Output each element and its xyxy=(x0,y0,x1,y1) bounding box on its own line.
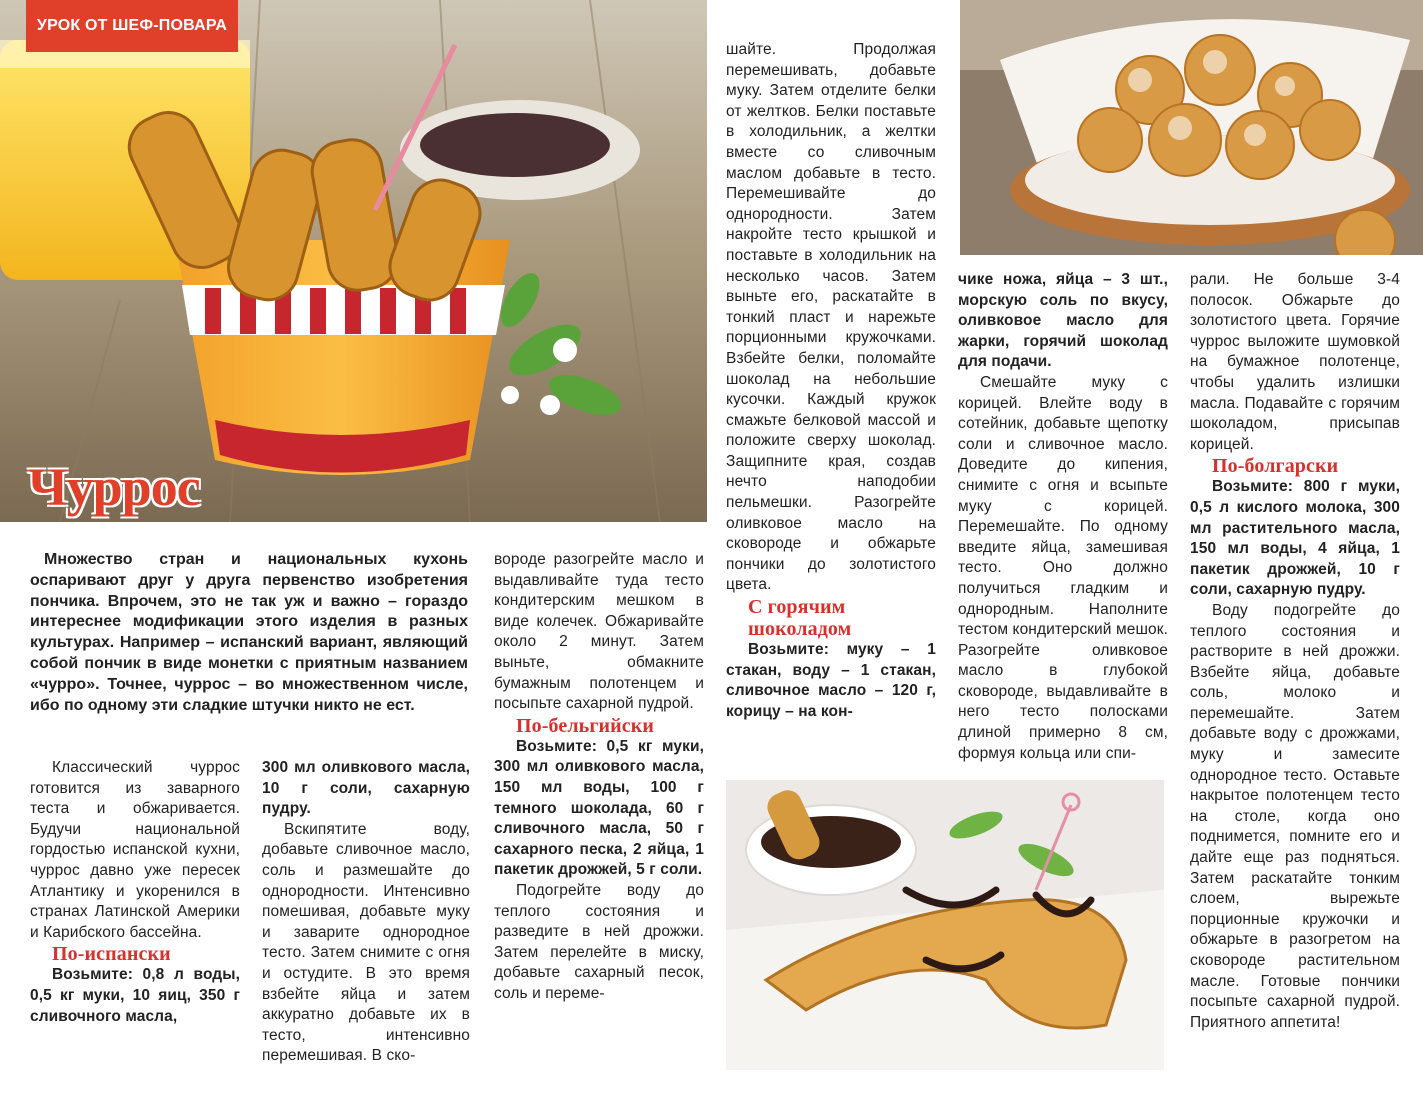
heading-belgian: По-бельгийски xyxy=(516,714,654,737)
heading-hot-chocolate-line1: С горячим xyxy=(748,596,846,619)
belgian-ingredients: Возьмите: 0,5 кг муки, 300 мл оливкового масла, 150 мл воды, 100 г темного шоколада, 60 г сливочного масла, 50 г сахарного песка, 2 яйца, 1 пакетик дрожжей, 5 г соли. xyxy=(494,737,704,879)
col5-para: Смешайте муку с корицей. Влейте воду в сотейник, добавьте щепотку соли и сливочное масло. Доведите до кипения, снимите с огня и всыпьте муку с корицей. Перемешайте. По одному введите яйца, замешивая тесто. Оно должно получиться гладким и однородным. Наполните тестом кондитерский мешок. Разогрейте оливковое масло в глубокой сковороде, выдавливайте в него тесто полосками длиной примерно 8 см, формуя кольца или спи- xyxy=(958,373,1168,762)
col6-para: рали. Не больше 3-4 полосок. Обжарьте до золотистого цвета. Горячие чуррос выложите шумовкой на бумажное полотенце, чтобы удалить излишки масла. Подавайте с горячим шоколадом, присыпав корицей. xyxy=(1190,271,1400,453)
col2-ingredients-cont: 300 мл оливкового масла, 10 г соли, сахарную пудру. xyxy=(262,759,470,818)
intro-text: Множество стран и национальных кухонь оспаривают друг у друга первенство изобретения пончика. Впрочем, это не так уж и важно – гораздо интереснее модификации этого изделия в разных культурах. Например – испанский вариант, являющий собой пончик в виде монетки с приятным названием «чурро». Точнее, чуррос – во множественном числе, ибо по одному эти сладкие штучки никто не ест. xyxy=(30,551,468,714)
column-5 xyxy=(958,270,1168,764)
heading-hot-chocolate-line2: шоколадом xyxy=(748,618,852,641)
donut-balls-basket-photo xyxy=(960,0,1423,255)
column-3 xyxy=(494,550,704,1004)
column-6 xyxy=(1190,270,1400,1033)
col1-para1: Классический чуррос готовится из заварного теста и обжаривается. Будучи национальной гордостью испанской кухни, чуррос давно уже пересек Атлантику и укоренился в странах Латинской Америки и Карибского бассейна. xyxy=(30,759,240,941)
heading-bulgarian: По-болгарски xyxy=(1212,455,1339,478)
column-4 xyxy=(726,40,936,722)
churros-cup-photo xyxy=(0,0,707,522)
churros-chocolate-plate-photo xyxy=(726,780,1164,1070)
heading-spanish: По-испански xyxy=(52,943,171,966)
col3-para: вороде разогрейте масло и выдавливайте туда тесто кондитерским мешком в виде колечек. Обжаривайте около 2 минут. Затем выньте, обмакните бумажным полотенцем и посыпьте сахарной пудрой. xyxy=(494,551,704,713)
col4-para: шайте. Продолжая перемешивать, добавьте муку. Затем отделите белки от желтков. Белки поставьте в холодильник, а желтки вместе со сливочным маслом добавьте в тесто. Перемешивайте до однородности. Затем накройте тесто крышкой и поставьте в холодильник на несколько часов. Затем выньте его, раскатайте в тонкий пласт и нарежьте порционными кружочками. Взбейте белки, поломайте шоколад на небольшие кусочки. Каждый кружок смажьте белковой массой и положите сверху шоколад. Защипните края, создав нечто наподобии пельмешки. Разогрейте оливковое масло на сковороде и обжарьте пончики до золотистого цвета. xyxy=(726,41,936,594)
section-badge: УРОК ОТ ШЕФ-ПОВАРА xyxy=(26,0,238,52)
col2-para: Вскипятите воду, добавьте сливочное масло, соль и размешайте до однородности. Интенсивно помешивая, добавьте муку и заварите однородное тесто. Затем снимите с огня и остудите. В это время взбейте яйца и затем аккуратно добавьте их в тесто, интенсивно перемешивая. В ско- xyxy=(262,820,470,1065)
spanish-ingredients: Возьмите: 0,8 л воды, 0,5 кг муки, 10 яиц, 350 г сливочного масла, xyxy=(30,966,240,1025)
column-2 xyxy=(262,758,470,1067)
hot-chocolate-ingredients: Возьмите: муку – 1 стакан, воду – 1 стакан, сливочное масло – 120 г, корицу – на кон- xyxy=(726,641,936,720)
col5-ingredients-cont: чике ножа, яйца – 3 шт., морскую соль по вкусу, оливковое масло для жарки, горячий шоколад для подачи. xyxy=(958,271,1168,371)
column-1 xyxy=(30,758,240,1027)
col3-para2: Подогрейте воду до теплого состояния и разведите в ней дрожжи. Затем перелейте в миску, добавьте сахарный песок, соль и переме- xyxy=(494,881,704,1002)
col6-para2: Воду подогрейте до теплого состояния и растворите в ней дрожжи. Взбейте яйца, добавьте соль, молоко и перемешайте. Затем добавьте воду с дрожжами, муку и замесите однородное тесто. Оставьте накрытое полотенцем тесто на столе, когда оно поднимется, помните его и дайте еще раз подняться. Затем раскатайте тонким слоем, вырежьте порционные кружочки и обжарьте в разогретом на сковороде растительном масле. Готовые пончики посыпьте сахарной пудрой. Приятного аппетита! xyxy=(1190,601,1400,1031)
article-title: Чуррос xyxy=(28,457,200,517)
intro-paragraph xyxy=(30,550,468,716)
bulgarian-ingredients: Возьмите: 800 г муки, 0,5 л кислого молока, 300 мл растительного масла, 150 мл воды, 4 яйца, 1 пакетик дрожжей, 10 г соли, сахарную пудру. xyxy=(1190,478,1400,599)
